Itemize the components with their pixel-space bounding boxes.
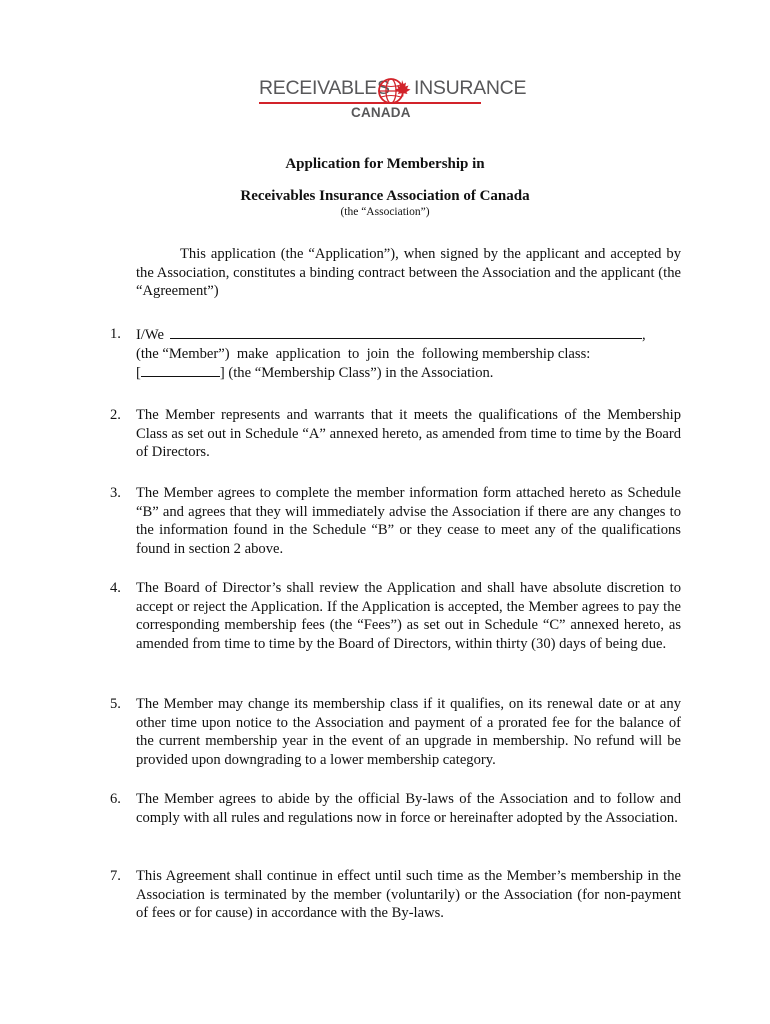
clause-text: The Member may change its membership class if it qualifies, on its renewal date or at any other time upon notice to the Association and payment of a prorated fee for the balance of the current membership year in the event of an upgrade in membership. No refund will be provided upon downgrading to a lower membership category.	[136, 696, 681, 769]
organization-subtitle: (the “Association”)	[340, 206, 430, 218]
clause-number: 6.	[110, 791, 121, 807]
bracket-open: [	[136, 365, 141, 382]
clause-2	[110, 406, 681, 462]
clause-5	[110, 695, 681, 770]
clause-text: The Member agrees to abide by the official By-laws of the Association and to follow and comply with all rules and regulations now in force or hereinafter adopted by the Association.	[136, 791, 681, 826]
clause-text: The Member agrees to complete the member information form attached hereto as Schedule “B” and agrees that they will immediately advise the Association if there are any changes to the information found in the Schedule “B” or they cease to meet any of the qualifications found in section 2 above.	[136, 485, 681, 558]
logo-word-insurance: INSURANCE	[414, 77, 527, 99]
clause-number: 7.	[110, 868, 121, 884]
logo-country: CANADA	[351, 105, 411, 120]
iwe-label: I/We	[136, 327, 164, 343]
clause-text: This Agreement shall continue in effect until such time as the Member’s membership in the Association is terminated by the member (voluntarily) or the Association (for non-payment of fees or for cause) in accordance with the By-laws.	[136, 868, 681, 922]
membership-class-field[interactable]	[141, 363, 220, 377]
membership-class-text: ] (the “Membership Class”) in the Association.	[219, 365, 494, 382]
intro-paragraph: This application (the “Application”), when signed by the applicant and accepted by the Association, constitutes a binding contract between the Association and the applicant (the “Agreement”)	[136, 246, 681, 300]
clause-6	[110, 790, 681, 827]
member-name-row	[136, 325, 681, 345]
membership-class-row	[136, 363, 681, 383]
clause-text: The Member represents and warrants that it meets the qualifications of the Membership Class as set out in Schedule “A” annexed hereto, as amended from time to time by the Board of Directors.	[136, 407, 681, 461]
logo-wordmark	[259, 75, 527, 101]
clause-number: 2.	[110, 407, 121, 423]
clause-1	[110, 325, 681, 383]
clause-number: 4.	[110, 580, 121, 596]
clause-3	[110, 484, 681, 559]
clause-1-line-2: (the “Member”) make application to join the following membership class:	[136, 345, 591, 362]
clause-number: 5.	[110, 696, 121, 712]
logo-divider	[259, 102, 481, 104]
clause-number: 1.	[110, 326, 121, 342]
page-title: Application for Membership in	[285, 156, 485, 172]
clause-4	[110, 579, 681, 654]
clause-number: 3.	[110, 485, 121, 501]
clause-7	[110, 867, 681, 923]
logo	[259, 66, 527, 126]
iwe-comma: ,	[642, 327, 646, 343]
logo-word-receivables: RECEIVABLES	[259, 77, 390, 99]
organization-title: Receivables Insurance Association of Canada	[240, 188, 530, 204]
member-name-field[interactable]	[170, 325, 642, 339]
clause-text: The Board of Director’s shall review the Application and shall have absolute discretion to accept or reject the Application. If the Application is accepted, the Member agrees to pay the corresponding membership fees (the “Fees”) as set out in Schedule “C” annexed hereto, as amended from time to time by the Board of Directors, within thirty (30) days of being due.	[136, 580, 681, 653]
